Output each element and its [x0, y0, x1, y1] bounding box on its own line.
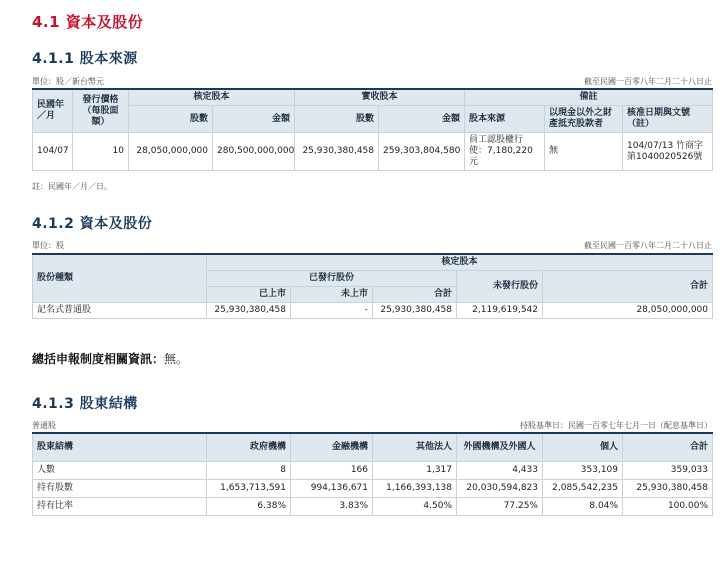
cell-government: 6.38%: [207, 497, 291, 515]
col-issue-price: 發行價格（每股面額）: [73, 89, 129, 133]
cell-financial: 3.83%: [291, 497, 373, 515]
col-other-corp: 其他法人: [373, 433, 457, 461]
cell-total: 25,930,380,458: [623, 479, 713, 497]
col-total: 合計: [623, 433, 713, 461]
cell-label: 持有股數: [33, 479, 207, 497]
col-unlisted: 未上市: [291, 287, 373, 303]
cell-label: 人數: [33, 461, 207, 479]
subsection-title-capital-source: 4.1.1 股本來源: [32, 51, 138, 67]
table-row: [33, 461, 713, 479]
cell-financial: 994,136,671: [291, 479, 373, 497]
unit-label: 單位：股／新台幣元: [32, 77, 104, 86]
col-non-cash: 以現金以外之財產抵充股款者: [545, 106, 623, 133]
col-year-month: 民國年／月: [33, 89, 73, 133]
cell-paid-shares: 25,930,380,458: [295, 133, 379, 171]
col-government: 政府機構: [207, 433, 291, 461]
col-structure: 股東結構: [33, 433, 207, 461]
table-row: [33, 303, 713, 319]
col-issued: 已發行股份: [207, 271, 457, 287]
section-title: 4.1 資本及股份: [32, 13, 144, 31]
cell-share-type: 記名式普通股: [33, 303, 207, 319]
shelf-registration-info: [32, 350, 188, 367]
cell-unlisted: -: [291, 303, 373, 319]
subsection-title-shareholder-structure: 4.1.3 股東結構: [32, 396, 138, 412]
col-share-type: 股份種類: [33, 254, 207, 303]
col-remarks: 備註: [465, 89, 713, 106]
col-unissued: 未發行股份: [457, 271, 543, 303]
header-row: [33, 254, 713, 271]
cell-other-corp: 1,166,393,138: [373, 479, 457, 497]
capital-shares-table: [32, 253, 713, 319]
shareholder-structure-table: [32, 432, 713, 516]
unit-label: 單位：股: [32, 241, 64, 250]
cell-foreign: 77.25%: [457, 497, 543, 515]
cell-other-corp: 4.50%: [373, 497, 457, 515]
col-listed: 已上市: [207, 287, 291, 303]
subheader-row: [33, 106, 713, 133]
header-row: [33, 433, 713, 461]
col-paid-in: 實收股本: [295, 89, 465, 106]
cell-total: 100.00%: [623, 497, 713, 515]
cell-subtotal: 25,930,380,458: [373, 303, 457, 319]
cell-government: 8: [207, 461, 291, 479]
cell-individual: 2,085,542,235: [543, 479, 623, 497]
col-authorized: 核定股本: [129, 89, 295, 106]
col-subtotal: 合計: [373, 287, 457, 303]
cell-auth-shares: 28,050,000,000: [129, 133, 213, 171]
cell-financial: 166: [291, 461, 373, 479]
shelf-label: 總括申報制度相關資訊：: [32, 352, 165, 366]
footnote: 註：民國年／月／日。: [32, 182, 112, 191]
col-individual: 個人: [543, 433, 623, 461]
cell-foreign: 20,030,594,823: [457, 479, 543, 497]
cell-capital-source: 員工認股權行使：7,180,220元: [465, 133, 545, 171]
cell-approval: 104/07/13 竹商字第1040020526號: [623, 133, 713, 171]
table-row: [33, 497, 713, 515]
cell-non-cash: 無: [545, 133, 623, 171]
col-approval: 核准日期與文號（註）: [623, 106, 713, 133]
col-financial: 金融機構: [291, 433, 373, 461]
header-row: [33, 89, 713, 106]
cell-auth-amount: 280,500,000,000: [213, 133, 295, 171]
cell-foreign: 4,433: [457, 461, 543, 479]
cell-listed: 25,930,380,458: [207, 303, 291, 319]
cell-year-month: 104/07: [33, 133, 73, 171]
col-paid-shares: 股數: [295, 106, 379, 133]
cell-government: 1,653,713,591: [207, 479, 291, 497]
unit-label: 普通股: [32, 421, 56, 430]
as-of-date: 截至民國一百零八年二月二十八日止: [584, 241, 712, 250]
cell-individual: 353,109: [543, 461, 623, 479]
table-row: [33, 133, 713, 171]
col-authorized: 核定股本: [207, 254, 713, 271]
col-total: 合計: [543, 271, 713, 303]
cell-individual: 8.04%: [543, 497, 623, 515]
col-auth-amount: 金額: [213, 106, 295, 133]
cell-other-corp: 1,317: [373, 461, 457, 479]
col-foreign: 外國機構及外國人: [457, 433, 543, 461]
as-of-date: 持股基準日：民國一百零七年七月一日（配息基準日）: [520, 421, 712, 430]
table-row: [33, 479, 713, 497]
col-capital-source: 股本來源: [465, 106, 545, 133]
cell-total: 359,033: [623, 461, 713, 479]
cell-label: 持有比率: [33, 497, 207, 515]
cell-unissued: 2,119,619,542: [457, 303, 543, 319]
as-of-date: 截至民國一百零八年二月二十八日止: [584, 77, 712, 86]
subsection-title-capital-shares: 4.1.2 資本及股份: [32, 216, 153, 232]
shelf-value: 無。: [164, 352, 189, 366]
cell-issue-price: 10: [73, 133, 129, 171]
col-auth-shares: 股數: [129, 106, 213, 133]
cell-total: 28,050,000,000: [543, 303, 713, 319]
col-paid-amount: 金額: [379, 106, 465, 133]
cell-paid-amount: 259,303,804,580: [379, 133, 465, 171]
capital-source-table: [32, 88, 713, 171]
